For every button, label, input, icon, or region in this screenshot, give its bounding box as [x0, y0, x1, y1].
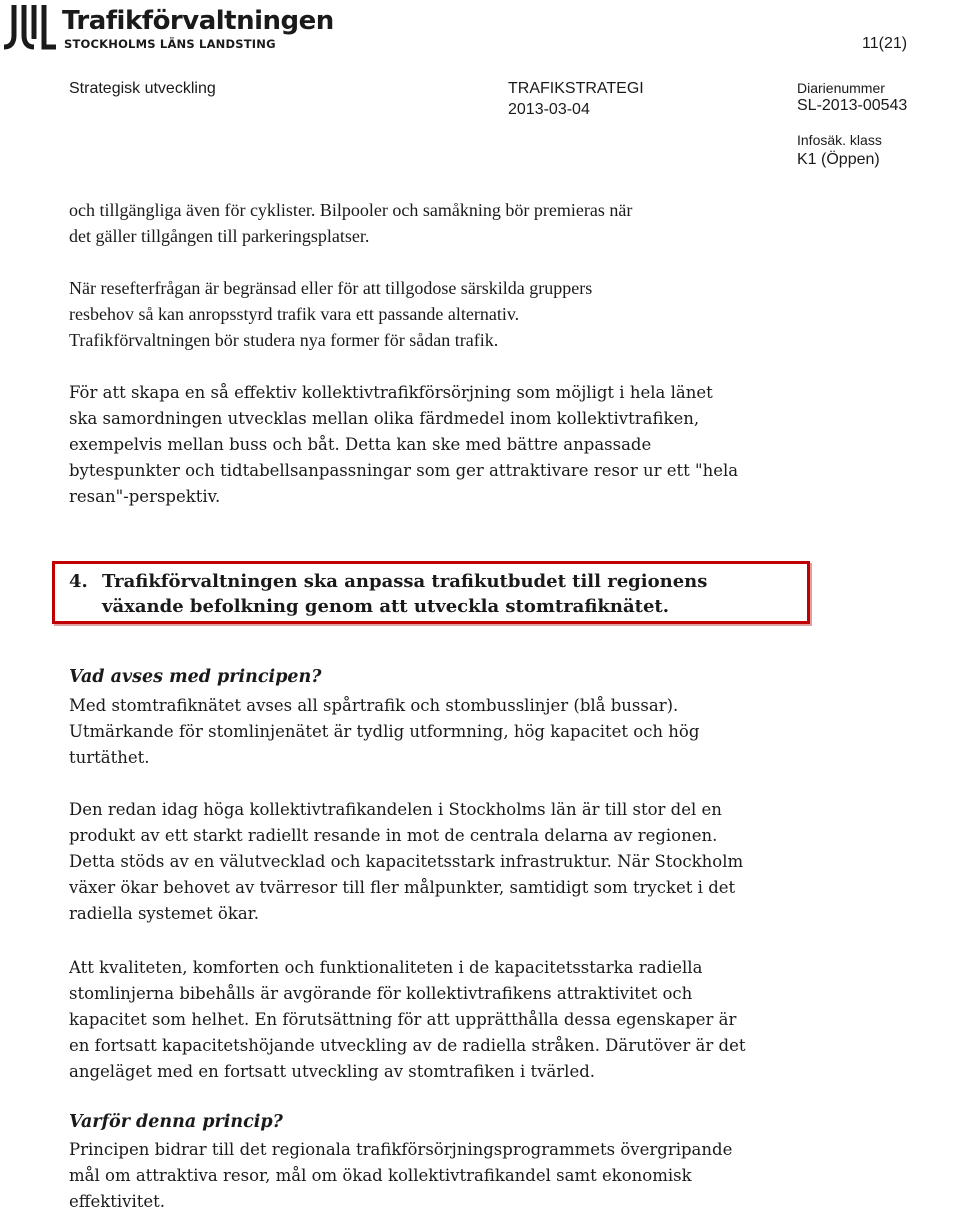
text-line: det gäller tillgången till parkeringsplatser. — [69, 226, 370, 246]
text-line: exempelvis mellan buss och båt. Detta kan ske med bättre anpassade — [69, 435, 652, 454]
security-class-label: Infosäk. klass — [797, 132, 882, 148]
department: Strategisk utveckling — [69, 80, 216, 97]
diarienummer-value: SL-2013-00543 — [797, 97, 908, 114]
paragraph-anropsstyrd — [69, 275, 592, 353]
diarienummer-label: Diarienummer — [797, 80, 885, 96]
security-class-value: K1 (Öppen) — [797, 151, 880, 168]
paragraph-principen-bidrar — [69, 1137, 732, 1215]
text-line: produkt av ett starkt radiellt resande in mot de centrala delarna av regionen. — [69, 826, 718, 845]
text-line: effektivitet. — [69, 1192, 166, 1211]
text-line: För att skapa en så effektiv kollektivtrafikförsörjning som möjligt i hela länet — [69, 383, 713, 402]
text-line: växer ökar behovet av tvärresor till fler målpunkter, samtidigt som trycket i det — [69, 878, 736, 897]
principle-number: 4. — [69, 571, 88, 592]
section-heading-vad-avses: Vad avses med principen? — [69, 667, 322, 687]
text-line: bytespunkter och tidtabellsanpassningar som ger attraktivare resor ur ett "hela — [69, 461, 739, 480]
text-line: Utmärkande för stomlinjenätet är tydlig utformning, hög kapacitet och hög — [69, 722, 700, 741]
document-title: TRAFIKSTRATEGI — [508, 80, 644, 97]
section-heading-varfor: Varför denna princip? — [69, 1112, 283, 1132]
organization-logo — [0, 0, 334, 56]
text-line: angeläget med en fortsatt utveckling av stomtrafiken i tvärled. — [69, 1062, 596, 1081]
text-line: stomlinjerna bibehålls är avgörande för kollektivtrafikens attraktivitet och — [69, 984, 693, 1003]
paragraph-stomtrafiknatet — [69, 693, 699, 771]
text-line: resbehov så kan anropsstyrd trafik vara ett passande alternativ. — [69, 304, 520, 324]
document-date: 2013-03-04 — [508, 101, 590, 118]
text-line: När resefterfrågan är begränsad eller för att tillgodose särskilda gruppers — [69, 278, 593, 298]
logo-subtitle: STOCKHOLMS LÄNS LANDSTING — [64, 37, 276, 51]
text-line: turtäthet. — [69, 748, 150, 767]
text-line: Med stomtrafiknätet avses all spårtrafik och stombusslinjer (blå bussar). — [69, 696, 679, 715]
text-line: en fortsatt kapacitetshöjande utveckling av de radiella stråken. Därutöver är det — [69, 1036, 746, 1055]
text-line: och tillgängliga även för cyklister. Bilpooler och samåkning bör premieras när — [69, 200, 633, 220]
text-line: kapacitet som helhet. En förutsättning för att upprätthålla dessa egenskaper är — [69, 1010, 737, 1029]
text-line: radiella systemet ökar. — [69, 904, 259, 923]
page-number: 11(21) — [862, 35, 908, 52]
text-line: ska samordningen utvecklas mellan olika färdmedel inom kollektivtrafiken, — [69, 409, 700, 428]
paragraph-kvaliteten — [69, 955, 745, 1085]
text-line: Detta stöds av en välutvecklad och kapacitetsstark infrastruktur. När Stockholm — [69, 852, 744, 871]
text-line: Att kvaliteten, komforten och funktionaliteten i de kapacitetsstarka radiella — [69, 958, 703, 977]
text-line: Trafikförvaltningen bör studera nya former för sådan trafik. — [69, 330, 499, 350]
logo-name: Trafikförvaltningen — [62, 6, 334, 36]
principle-line: Trafikförvaltningen ska anpassa trafikutbudet till regionens — [102, 571, 708, 592]
paragraph-cyklister — [69, 197, 632, 249]
text-line: mål om attraktiva resor, mål om ökad kollektivtrafikandel samt ekonomisk — [69, 1166, 692, 1185]
paragraph-samordning — [69, 380, 738, 510]
principle-line: växande befolkning genom att utveckla stomtrafiknätet. — [102, 596, 669, 617]
text-line: resan"-perspektiv. — [69, 487, 221, 506]
logo-mark-icon — [2, 3, 58, 51]
text-line: Den redan idag höga kollektivtrafikandelen i Stockholms län är till stor del en — [69, 800, 722, 819]
text-line: Principen bidrar till det regionala trafikförsörjningsprogrammets övergripande — [69, 1140, 733, 1159]
paragraph-radiellt-resande — [69, 797, 743, 927]
